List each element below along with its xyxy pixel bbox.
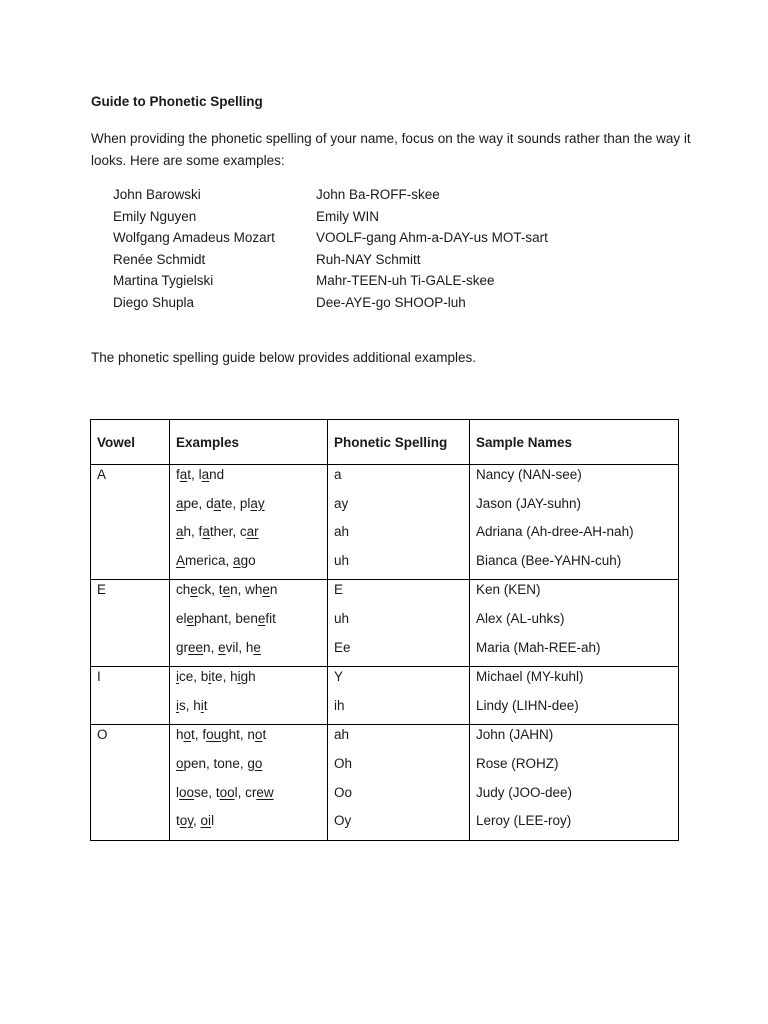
sample-name: Ken (KEN) xyxy=(476,582,541,598)
header-vowel: Vowel xyxy=(91,420,170,465)
phonetic-cell xyxy=(328,580,470,667)
vowel-sound-underline: ay xyxy=(250,495,265,511)
example-name: Renée Schmidt xyxy=(113,251,206,267)
vowel-sound-underline: ee xyxy=(188,639,204,655)
sample-name: Jason (JAY-suhn) xyxy=(476,495,582,511)
vowel-cell xyxy=(91,667,170,725)
vowel-sound-underline: e xyxy=(253,639,261,655)
vowel-sound-underline: a xyxy=(233,552,241,568)
sample-name: Rose (ROHZ) xyxy=(476,755,559,771)
phonetic-cell xyxy=(328,667,470,725)
header-sample-names: Sample Names xyxy=(470,420,679,465)
example-words: green, evil, he xyxy=(176,639,261,655)
page-title: Guide to Phonetic Spelling xyxy=(91,94,263,109)
phonetic-cell xyxy=(328,725,470,840)
vowel-cell xyxy=(91,465,170,580)
example-phonetic: Dee-AYE-go SHOOP-luh xyxy=(316,294,466,310)
example-words: ah, father, car xyxy=(176,524,259,540)
vowel-label: E xyxy=(97,582,107,598)
sample-name: Adriana (Ah-dree-AH-nah) xyxy=(476,524,634,540)
phonetic-cell xyxy=(328,465,470,580)
vowel-sound-underline: oo xyxy=(219,784,235,800)
vowel-sound-underline: e xyxy=(262,582,270,598)
example-words: loose, tool, crew xyxy=(176,784,274,800)
sample-names-cell xyxy=(470,725,679,840)
phonetic-spelling: Ee xyxy=(334,639,351,655)
header-examples: Examples xyxy=(170,420,328,465)
phonetic-spelling: ay xyxy=(334,495,349,511)
example-phonetic: Mahr-TEEN-uh Ti-GALE-skee xyxy=(316,273,495,289)
example-name: Wolfgang Amadeus Mozart xyxy=(113,230,275,246)
phonetic-spelling: Oh xyxy=(334,755,353,771)
table-row xyxy=(91,580,679,667)
vowel-sound-underline: oi xyxy=(200,813,212,829)
vowel-sound-underline: e xyxy=(222,582,231,598)
sample-name: Bianca (Bee-YAHN-cuh) xyxy=(476,552,622,568)
vowel-sound-underline: a xyxy=(176,495,184,511)
sample-names-cell xyxy=(470,667,679,725)
sample-name: John (JAHN) xyxy=(476,727,554,743)
vowel-cell xyxy=(91,725,170,840)
vowel-sound-underline: a xyxy=(176,524,184,540)
vowel-sound-underline: i xyxy=(237,669,241,685)
vowel-sound-underline: oo xyxy=(179,784,195,800)
vowel-sound-underline: a xyxy=(201,467,210,482)
example-phonetic: Ruh-NAY Schmitt xyxy=(316,251,421,267)
sample-name: Judy (JOO-dee) xyxy=(476,784,573,800)
vowel-sound-underline: e xyxy=(257,610,266,626)
vowel-label: O xyxy=(97,727,108,743)
examples-cell xyxy=(170,667,328,725)
vowel-sound-underline: o xyxy=(183,727,192,743)
vowel-sound-underline: a xyxy=(179,467,188,482)
sample-name: Maria (Mah-REE-ah) xyxy=(476,639,601,655)
example-words: fat, land xyxy=(176,467,225,482)
phonetic-spelling: uh xyxy=(334,610,350,626)
guide-note: The phonetic spelling guide below provides additional examples. xyxy=(91,350,476,365)
vowel-sound-underline: o xyxy=(254,727,263,743)
table-row xyxy=(91,667,679,725)
example-words: is, hit xyxy=(176,697,208,713)
table-row xyxy=(91,465,679,580)
vowel-sound-underline: A xyxy=(176,552,186,568)
phonetic-spelling: Y xyxy=(334,669,344,685)
phonetic-spelling: Oy xyxy=(334,813,352,829)
phonetic-spelling: E xyxy=(334,582,344,598)
sample-name: Alex (AL-uhks) xyxy=(476,610,565,626)
sample-name: Leroy (LEE-roy) xyxy=(476,813,572,829)
examples-cell xyxy=(170,465,328,580)
example-words: ape, date, play xyxy=(176,495,265,511)
example-words: ice, bite, high xyxy=(176,669,256,685)
example-name: John Barowski xyxy=(113,187,201,202)
vowel-label: A xyxy=(97,467,107,482)
vowel-sound-underline: a xyxy=(202,524,210,540)
example-words: hot, fought, not xyxy=(176,727,267,743)
vowel-sound-underline: i xyxy=(176,697,179,713)
example-name: Martina Tygielski xyxy=(113,273,214,289)
phonetic-spelling: ih xyxy=(334,697,345,713)
vowel-cell xyxy=(91,580,170,667)
example-phonetic: John Ba-ROFF-skee xyxy=(316,187,440,202)
sample-names-cell xyxy=(470,580,679,667)
vowel-sound-underline: i xyxy=(176,669,179,685)
sample-name: Lindy (LIHN-dee) xyxy=(476,697,579,713)
vowel-sound-underline: a xyxy=(213,495,222,511)
vowel-sound-underline: e xyxy=(218,639,226,655)
vowel-sound-underline: ew xyxy=(256,784,274,800)
table-body xyxy=(91,465,679,841)
examples-cell xyxy=(170,580,328,667)
example-phonetic: VOOLF-gang Ahm-a-DAY-us MOT-sart xyxy=(316,230,548,246)
example-name: Emily Nguyen xyxy=(113,208,197,224)
vowel-sound-underline: e xyxy=(190,582,198,598)
example-words: check, ten, when xyxy=(176,582,278,598)
example-phonetic: Emily WIN xyxy=(316,208,379,224)
phonetic-spelling: Oo xyxy=(334,784,353,800)
intro-paragraph: When providing the phonetic spelling of your name, focus on the way it sounds rather than the way it looks. Here are some examples: xyxy=(91,131,691,168)
sample-name: Michael (MY-kuhl) xyxy=(476,669,584,685)
example-words: open, tone, go xyxy=(176,755,263,771)
example-words: elephant, benefit xyxy=(176,610,276,626)
example-name: Diego Shupla xyxy=(113,294,195,310)
phonetic-spelling: uh xyxy=(334,552,350,568)
vowel-label: I xyxy=(97,669,101,685)
vowel-sound-underline: o xyxy=(176,755,184,771)
phonetic-spelling: ah xyxy=(334,524,350,540)
example-words: America, ago xyxy=(176,552,256,568)
table-header-row xyxy=(91,420,679,465)
phonetic-guide-table xyxy=(90,419,679,841)
vowel-sound-underline: i xyxy=(200,697,204,713)
sample-name: Nancy (NAN-see) xyxy=(476,467,582,482)
header-phonetic-spelling: Phonetic Spelling xyxy=(328,420,470,465)
examples-cell xyxy=(170,725,328,840)
phonetic-spelling: ah xyxy=(334,727,350,743)
example-words: toy, oil xyxy=(176,813,215,829)
phonetic-spelling: a xyxy=(334,467,342,482)
vowel-sound-underline: oy xyxy=(179,813,194,829)
vowel-sound-underline: ar xyxy=(246,524,259,540)
vowel-sound-underline: e xyxy=(186,610,195,626)
vowel-sound-underline: i xyxy=(208,669,212,685)
table-row xyxy=(91,725,679,840)
vowel-sound-underline: o xyxy=(254,755,263,771)
vowel-sound-underline: ou xyxy=(206,727,222,743)
sample-names-cell xyxy=(470,465,679,580)
